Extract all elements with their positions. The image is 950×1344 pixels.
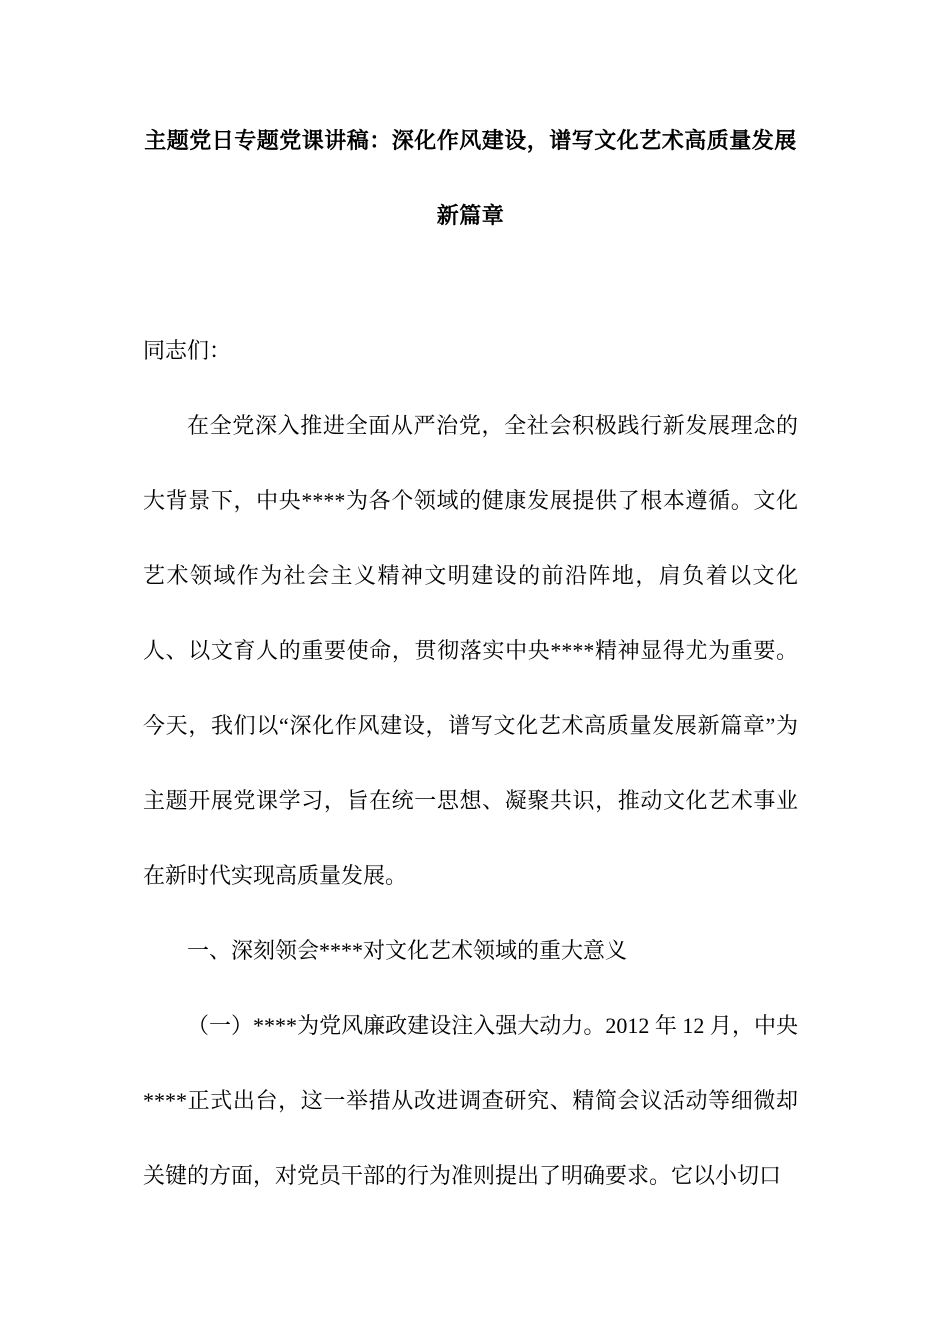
section-heading: 一、深刻领会****对文化艺术领域的重大意义 xyxy=(187,938,628,963)
document-title-line2: 新篇章 xyxy=(436,203,505,228)
subsection-paragraph: （一）****为党风廉政建设注入强大动力。2012 年 12 月，中央****正式出台，这一举措从改进调查研究、精简会议活动等细微却关键的方面，对党员干部的行为准则提出了明确要求。它以小切口 xyxy=(143,1013,798,1188)
salutation: 同志们： xyxy=(143,338,232,363)
intro-paragraph: 在全党深入推进全面从严治党，全社会积极践行新发展理念的大背景下，中央****为各个领域的健康发展提供了根本遵循。文化艺术领域作为社会主义精神文明建设的前沿阵地，肩负着以文化人、以文育人的重要使命，贯彻落实中央****精神显得尤为重要。今天，我们以“深化作风建设，谱写文化艺术高质量发展新篇章”为主题开展党课学习，旨在统一思想、凝聚共识，推动文化艺术事业在新时代实现高质量发展。 xyxy=(143,413,798,888)
document-title-line1: 主题党日专题党课讲稿：深化作风建设，谱写文化艺术高质量发展 xyxy=(144,128,797,153)
title-body-gap xyxy=(143,253,798,313)
document-title xyxy=(143,103,798,253)
